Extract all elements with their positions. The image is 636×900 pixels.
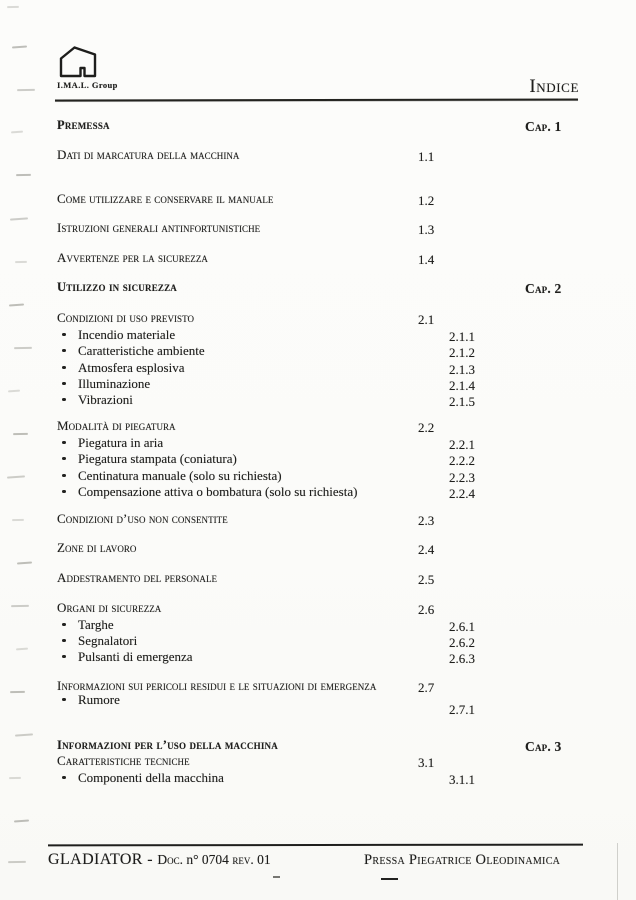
chapter-heading: Premessa [57, 118, 110, 132]
section-number: 2.7.1 [449, 702, 475, 717]
toc-row [0, 540, 636, 557]
page-title: Indice [529, 76, 579, 97]
toc-bullet-label: Targhe [78, 617, 114, 632]
toc-entry-label: Caratteristiche tecniche [57, 753, 190, 768]
doc-number: n° 0704 [183, 852, 233, 867]
section-number: 2.1 [418, 312, 435, 327]
toc-bullet-label: Pulsanti di emergenza [78, 649, 193, 664]
bullet-icon [62, 366, 66, 370]
toc-entry-label: Modalità di piegatura [57, 418, 176, 433]
scan-edge-line [617, 843, 618, 900]
section-number: 2.2 [418, 420, 435, 435]
toc-row [0, 617, 636, 634]
toc-row [0, 753, 636, 770]
toc-row [0, 418, 636, 435]
toc-row [0, 147, 636, 164]
footer-rule [48, 844, 583, 847]
toc-row [0, 280, 636, 297]
toc-row [0, 451, 636, 468]
machine-name: GLADIATOR - [48, 851, 158, 868]
toc-entry-label: Addestramento del personale [57, 570, 218, 585]
toc-entry-label: Condizioni d’uso non consentite [57, 511, 228, 526]
toc-entry-label: Condizioni di uso previsto [57, 310, 195, 325]
chapter-heading: Utilizzo in sicurezza [57, 280, 178, 294]
bullet-icon [62, 349, 66, 353]
section-number: 2.3 [418, 513, 435, 528]
toc-row [0, 360, 636, 377]
toc-row [0, 511, 636, 528]
section-number: 2.6.3 [449, 651, 475, 666]
section-number: 2.2.3 [449, 470, 475, 485]
toc-row [0, 118, 636, 135]
bullet-icon [62, 398, 66, 402]
bullet-icon [62, 655, 66, 659]
toc-bullet-label: Compensazione attiva o bombatura (solo su richiesta) [78, 484, 358, 499]
section-number: 1.4 [418, 252, 435, 267]
toc-entry-label: Istruzioni generali antinfortunistiche [57, 220, 261, 235]
toc-row [0, 191, 636, 208]
toc-bullet-label: Caratteristiche ambiente [78, 343, 205, 358]
toc-row [0, 570, 636, 587]
section-number: 2.1.5 [449, 394, 475, 409]
chapter-heading: Informazioni per l’uso della macchina [57, 738, 278, 752]
machine-type-title: Pressa Piegatrice Oleodinamica [364, 852, 561, 868]
toc-row [0, 343, 636, 360]
toc-bullet-label: Incendio materiale [78, 327, 176, 342]
section-number: 2.1.3 [449, 362, 475, 377]
bullet-icon [62, 441, 66, 445]
toc-entry-label: Organi di sicurezza [57, 600, 162, 615]
section-number: 2.6.1 [449, 619, 475, 634]
chapter-number: Cap. 2 [525, 281, 562, 296]
toc-row [0, 392, 636, 409]
section-number: 2.2.4 [449, 486, 475, 501]
toc-bullet-label: Componenti della macchina [78, 770, 224, 785]
scan-dash-mark [273, 876, 280, 878]
toc-entry-label: Informazioni sui pericoli residui e le situazioni di emergenza [57, 678, 377, 693]
section-number: 1.1 [418, 149, 435, 164]
toc-row [0, 600, 636, 617]
scan-dash-mark [381, 878, 398, 880]
toc-bullet-label: Piegatura stampata (coniatura) [78, 451, 237, 466]
toc-entry-label: Zone di lavoro [57, 540, 137, 555]
section-number: 2.2.1 [449, 437, 475, 452]
toc-row [0, 484, 636, 501]
chapter-number: Cap. 1 [525, 119, 562, 134]
toc-row [0, 310, 636, 327]
section-number: 2.7 [418, 680, 435, 695]
footer-doc-reference [48, 851, 271, 869]
toc-row [0, 435, 636, 452]
toc-entry-label: Dati di marcatura della macchina [57, 147, 240, 162]
bullet-icon [62, 333, 66, 337]
margin-mark [8, 861, 26, 863]
section-number: 2.4 [418, 542, 435, 557]
doc-label: Doc. [157, 852, 184, 867]
bullet-icon [62, 776, 66, 780]
section-number: 2.1.4 [449, 378, 475, 393]
toc-row [0, 327, 636, 344]
toc-bullet-label: Atmosfera esplosiva [78, 360, 185, 375]
section-number: 2.1.1 [449, 329, 475, 344]
logo-caption: I.MA.L. Group [57, 80, 118, 90]
chapter-number: Cap. 3 [525, 739, 562, 754]
section-number: 1.2 [418, 193, 435, 208]
bullet-icon [62, 639, 66, 643]
toc-bullet-label: Piegatura in aria [78, 435, 164, 450]
toc-row [0, 649, 636, 666]
toc-row [0, 770, 636, 787]
bullet-icon [62, 474, 66, 478]
bullet-icon [62, 623, 66, 627]
toc-row [0, 700, 636, 717]
section-number: 3.1.1 [449, 772, 475, 787]
toc-entry-label: Come utilizzare e conservare il manuale [57, 191, 274, 206]
toc-row [0, 376, 636, 393]
toc-bullet-label: Vibrazioni [78, 392, 133, 407]
doc-revision: rev. 01 [232, 852, 271, 867]
section-number: 3.1 [418, 755, 435, 770]
toc-entry-label: Avvertenze per la sicurezza [57, 250, 208, 265]
section-number: 2.5 [418, 572, 435, 587]
section-number: 1.3 [418, 222, 435, 237]
toc-row [0, 468, 636, 485]
bullet-icon [62, 490, 66, 494]
bullet-icon [62, 382, 66, 386]
section-number: 2.2.2 [449, 453, 475, 468]
toc-bullet-label: Centinatura manuale (solo su richiesta) [78, 468, 282, 483]
section-number: 2.1.2 [449, 345, 475, 360]
toc-row [0, 220, 636, 237]
toc-row [0, 633, 636, 650]
section-number: 2.6.2 [449, 635, 475, 650]
section-number: 2.6 [418, 602, 435, 617]
toc-bullet-label: Illuminazione [78, 376, 151, 391]
toc-row [0, 250, 636, 267]
bullet-icon [62, 457, 66, 461]
toc-bullet-label: Segnalatori [78, 633, 138, 648]
toc-bullet-label: Rumore [78, 692, 120, 707]
